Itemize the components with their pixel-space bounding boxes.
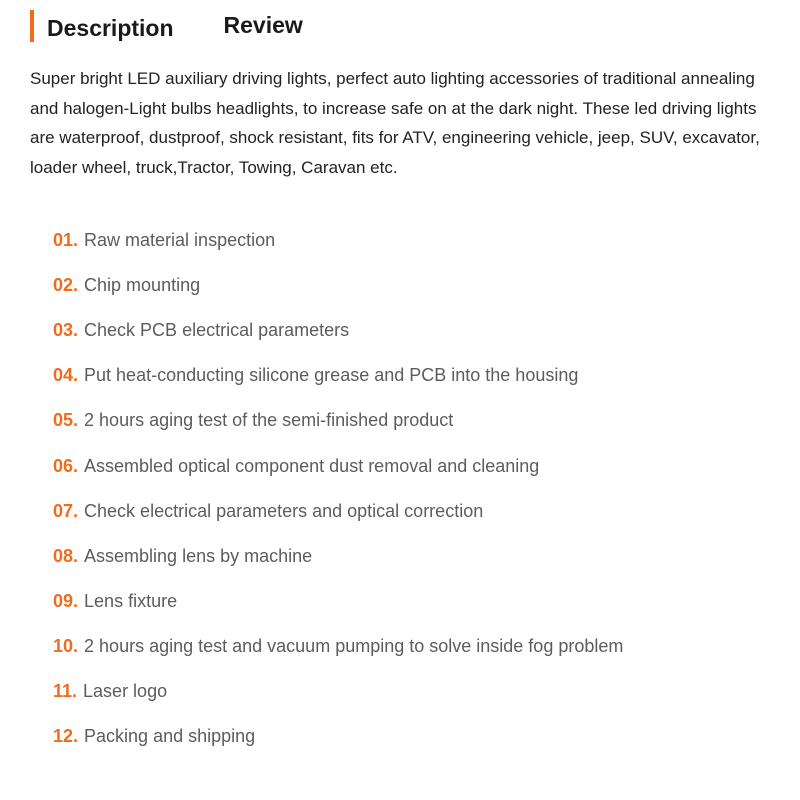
list-item bbox=[53, 353, 623, 398]
step-text: Raw material inspection bbox=[84, 230, 276, 251]
list-item bbox=[53, 263, 623, 308]
step-number: 01. bbox=[53, 230, 79, 251]
list-item bbox=[53, 308, 623, 353]
step-number: 06. bbox=[53, 455, 79, 476]
production-steps-list bbox=[53, 218, 623, 759]
step-text: Check electrical parameters and optical correction bbox=[84, 500, 484, 521]
step-text: 2 hours aging test of the semi-finished product bbox=[84, 410, 454, 431]
list-item bbox=[53, 489, 623, 534]
product-description: Super bright LED auxiliary driving lights, perfect auto lighting accessories of traditional annealing and halogen-Light bulbs headlights, to increase safe on at the dark night. These led driving lights are waterproof, dustproof, shock resistant, fits for ATV, engineering vehicle, jeep, SUV, excavator, loader wheel, truck,Tractor, Towing, Caravan etc. bbox=[30, 69, 760, 177]
list-item bbox=[53, 398, 623, 443]
step-text: Put heat-conducting silicone grease and PCB into the housing bbox=[84, 365, 579, 386]
step-number: 08. bbox=[53, 545, 79, 566]
list-item bbox=[53, 443, 623, 488]
list-item bbox=[53, 669, 623, 714]
step-text: Assembled optical component dust removal and cleaning bbox=[84, 455, 540, 476]
step-number: 12. bbox=[53, 726, 79, 747]
step-number: 11. bbox=[53, 680, 78, 701]
step-text: Lens fixture bbox=[84, 590, 178, 611]
tab-bar bbox=[30, 8, 303, 44]
step-number: 02. bbox=[53, 275, 79, 296]
step-text: 2 hours aging test and vacuum pumping to solve inside fog problem bbox=[84, 635, 624, 656]
step-number: 07. bbox=[53, 500, 79, 521]
step-number: 09. bbox=[53, 590, 79, 611]
active-tab-indicator bbox=[30, 10, 34, 42]
step-number: 03. bbox=[53, 320, 79, 341]
step-text: Packing and shipping bbox=[84, 726, 256, 747]
list-item bbox=[53, 714, 623, 759]
tab-description[interactable]: Description bbox=[47, 14, 174, 41]
list-item bbox=[53, 218, 623, 263]
step-text: Check PCB electrical parameters bbox=[84, 320, 350, 341]
step-number: 10. bbox=[53, 635, 79, 656]
list-item bbox=[53, 534, 623, 579]
step-number: 05. bbox=[53, 410, 79, 431]
step-text: Assembling lens by machine bbox=[84, 545, 313, 566]
list-item bbox=[53, 624, 623, 669]
tab-review[interactable]: Review bbox=[223, 11, 303, 38]
step-text: Laser logo bbox=[83, 680, 168, 701]
step-number: 04. bbox=[53, 365, 79, 386]
step-text: Chip mounting bbox=[84, 275, 201, 296]
list-item bbox=[53, 579, 623, 624]
